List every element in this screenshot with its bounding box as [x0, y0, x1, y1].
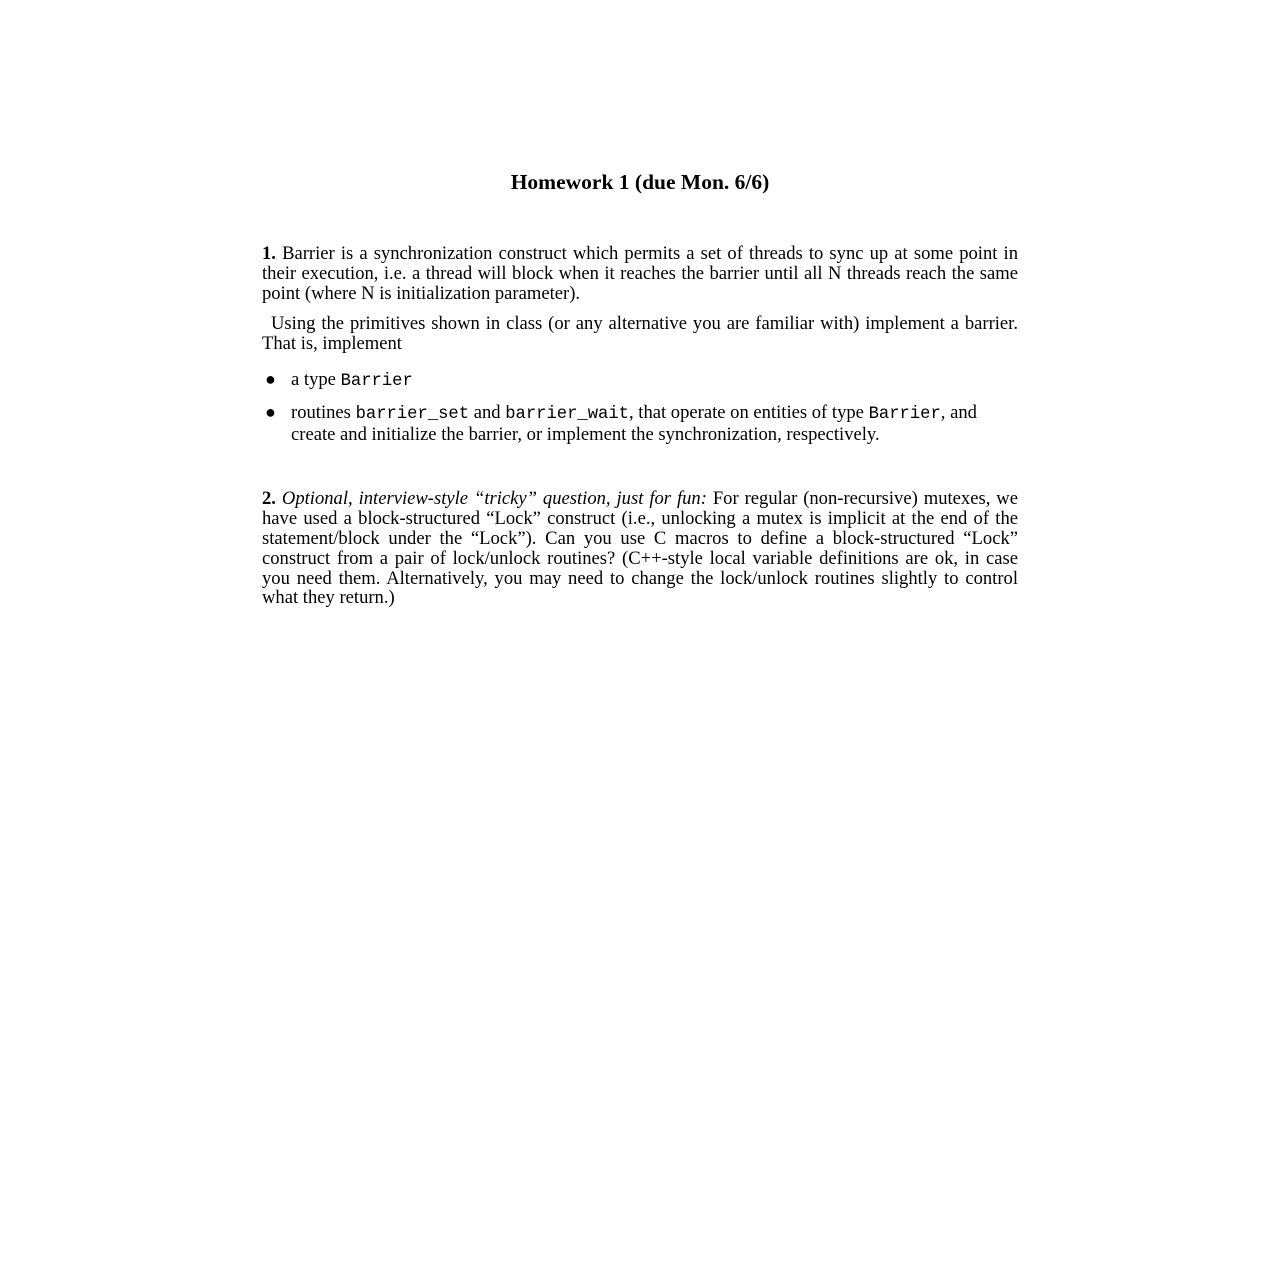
document-page — [262, 168, 1018, 608]
q1-number: 1. — [262, 243, 276, 264]
bullet-icon: ● — [265, 368, 276, 389]
q2-italic-lead: Optional, interview-style “tricky” question, just for fun: — [281, 488, 707, 510]
question-2 — [262, 489, 1018, 608]
question-1 — [262, 244, 1018, 444]
list-item: ● a type Barrier — [265, 368, 413, 391]
q1-instructions: Using the primitives shown in class (or any alternative you are familiar with) implement a barrier. That is, implement — [262, 313, 1018, 355]
q1-text: Barrier is a synchronization construct which permits a set of threads to sync up at some point in their execution, i.e. a thread will block when it reaches the barrier until all N threads reach the same point (where N is initialization parameter). — [262, 243, 1018, 304]
code-barrier-type: Barrier — [340, 371, 413, 391]
q2-number: 2. — [262, 488, 276, 510]
code-barrier-set: barrier_set — [355, 404, 470, 424]
list-item: ● routines barrier_set and barrier_wait, that operate on entities of type Barrier, and create and initialize the barrier, or implement the synchronization, respectively. — [265, 401, 977, 445]
page-title: Homework 1 (due Mon. 6/6) — [510, 170, 770, 194]
q1-bullet-list — [262, 370, 1018, 444]
bullet-icon: ● — [265, 401, 276, 422]
code-barrier-wait: barrier_wait — [505, 404, 629, 424]
q2-text: For regular (non-recursive) mutexes, we have used a block-structured “Lock” construct (i.e., unlocking a mutex is implicit at the end of the statement/block under the “Lock”). Can you use C macros to define a block-structured “Lock” construct from a pair of lock/unlock routines? (C++-style local variable definitions are ok, in case you need them. Alternatively, you may need to change the lock/unlock routines slightly to control what they return.) — [262, 488, 1018, 609]
code-barrier-type: Barrier — [868, 404, 941, 424]
q1-description — [262, 244, 1018, 303]
q2-description — [262, 489, 1018, 608]
